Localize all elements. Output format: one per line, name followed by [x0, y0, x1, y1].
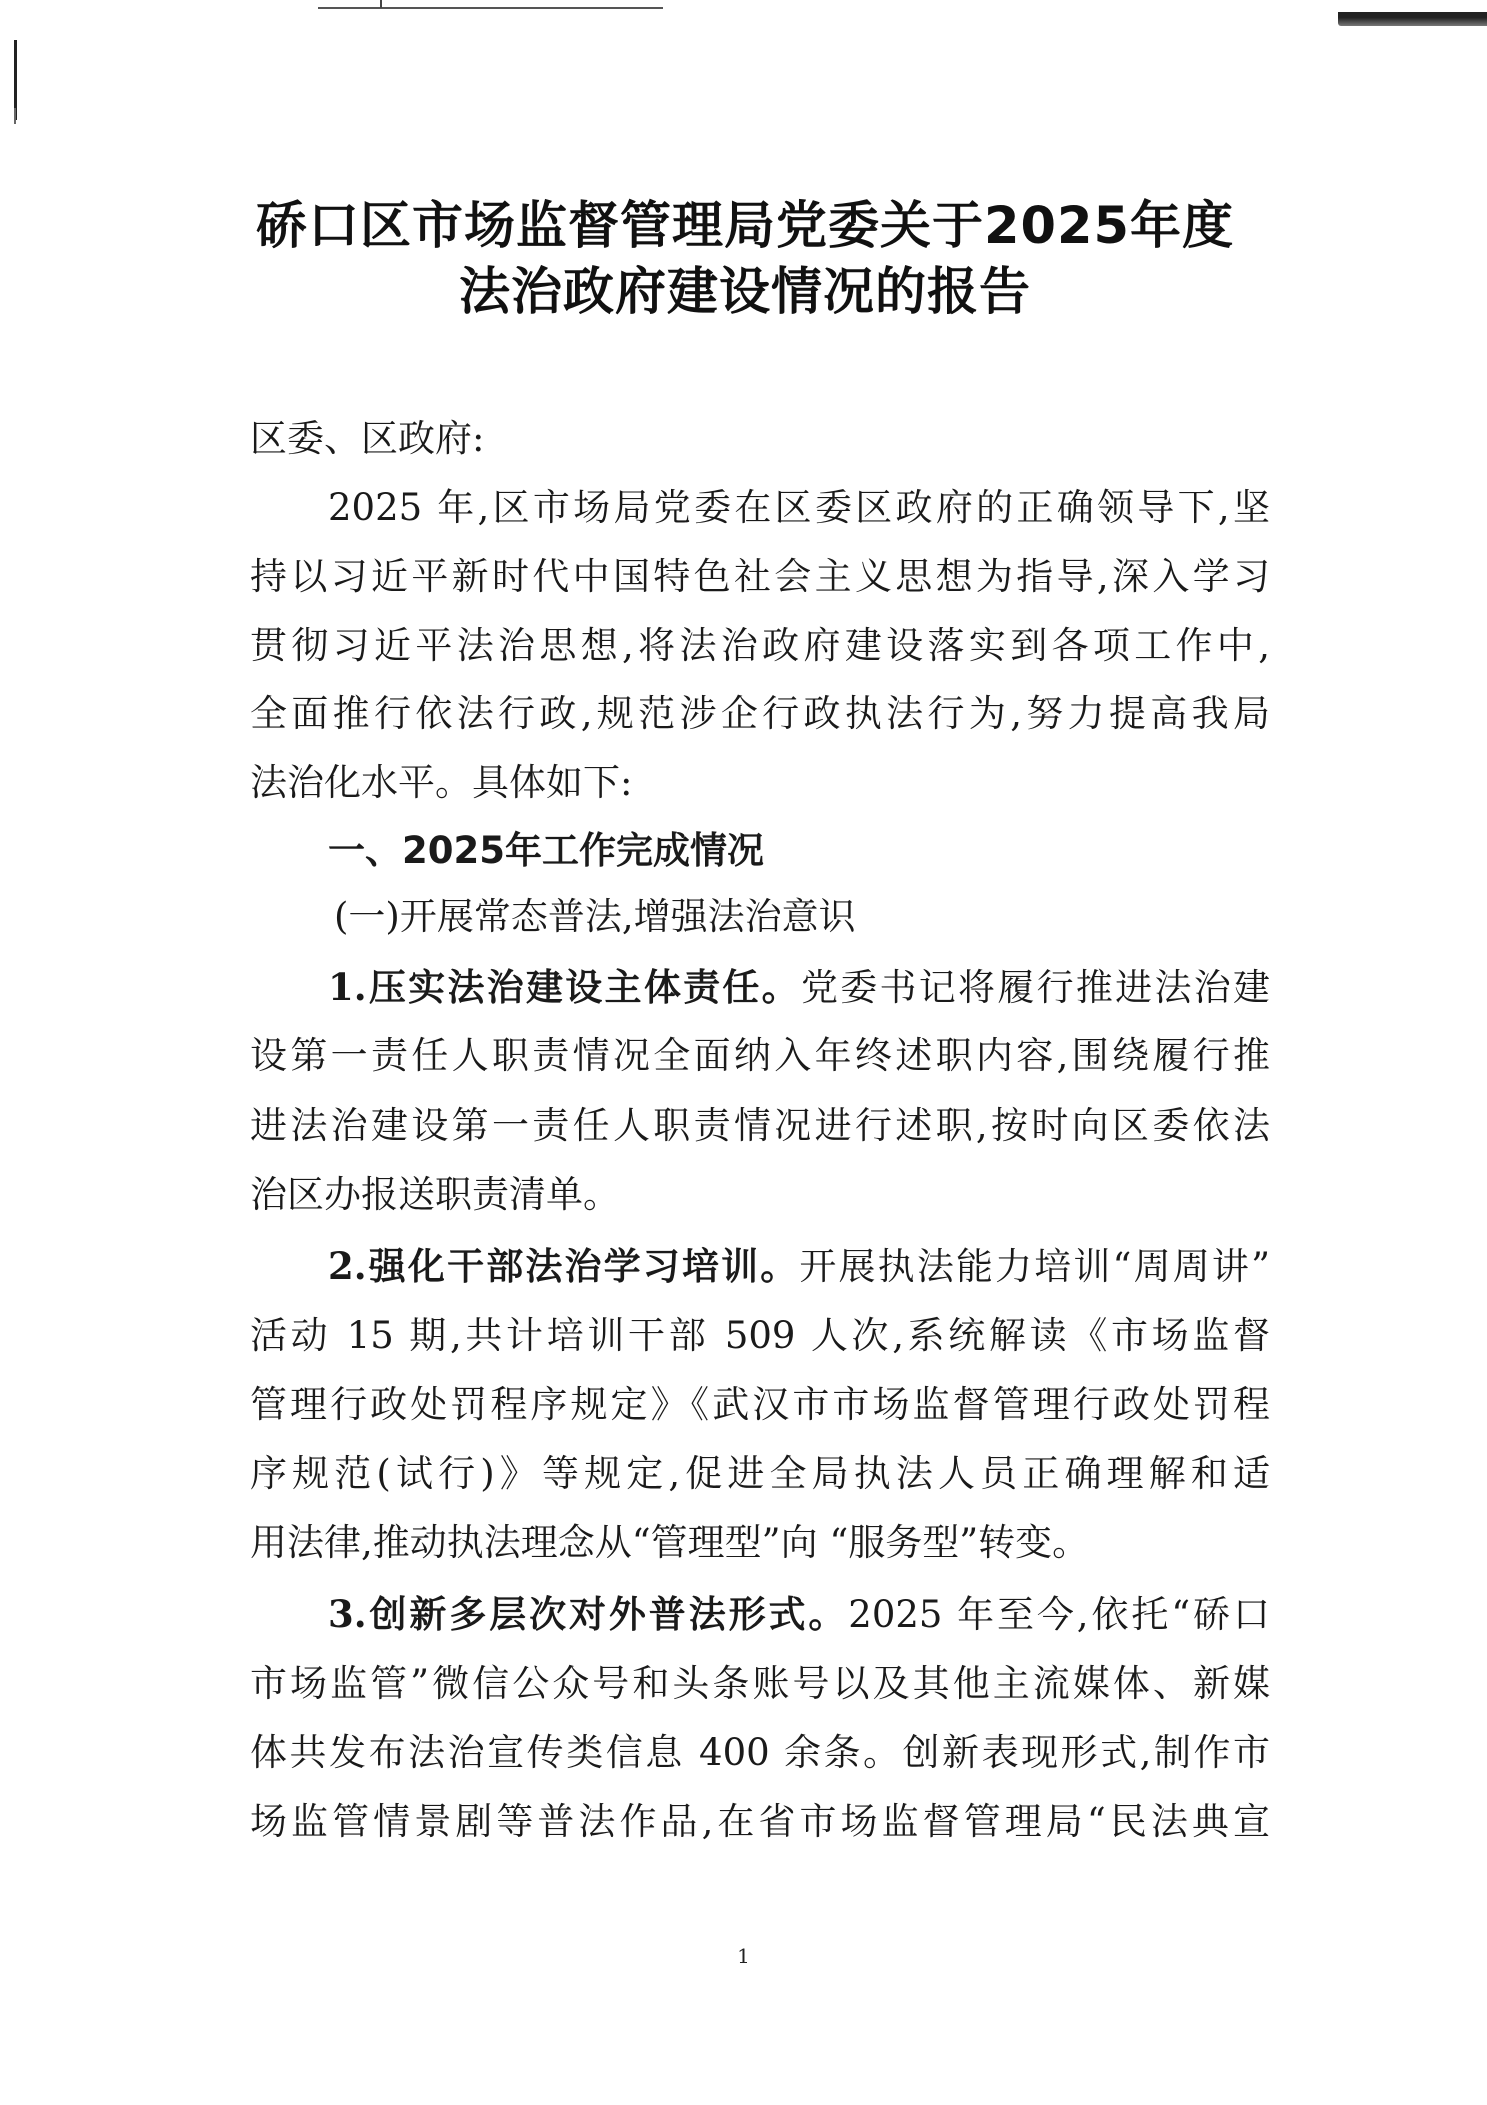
item-1-line-4: 治区办报送职责清单。: [250, 1173, 620, 1216]
item-3-lead: 3.创新多层次对外普法形式。: [328, 1592, 849, 1636]
scan-artifact-right: [1338, 12, 1487, 26]
item-2-line-3: 管理行政处罚程序规定》《武汉市市场监督管理行政处罚程: [250, 1383, 1270, 1426]
document-title-line-1: 硚口区市场监督管理局党委关于2025年度: [256, 197, 1234, 256]
item-3-line-4: 场监管情景剧等普法作品,在省市场监督管理局“民法典宣: [250, 1800, 1270, 1843]
section-heading-1: 一、2025年工作完成情况: [328, 829, 764, 872]
page-number: 1: [737, 1944, 750, 1968]
item-1-line-3: 进法治建设第一责任人职责情况进行述职,按时向区委依法: [250, 1104, 1270, 1147]
item-3-line-3: 体共发布法治宣传类信息 400 余条。创新表现形式,制作市: [250, 1731, 1270, 1774]
item-1-lead: 1.压实法治建设主体责任。: [328, 965, 801, 1009]
item-3-line-1-rest: 2025 年至今,依托“硚口: [848, 1593, 1270, 1636]
document-title-line-2: 法治政府建设情况的报告: [458, 263, 1031, 322]
item-2-line-4: 序规范(试行)》等规定,促进全局执法人员正确理解和适: [250, 1452, 1270, 1495]
item-3-line-1: [328, 1592, 1270, 1637]
intro-line-1: 2025 年,区市场局党委在区委区政府的正确领导下,坚: [328, 486, 1270, 529]
item-2-line-5: 用法律,推动执法理念从“管理型”向 “服务型”转变。: [250, 1521, 1090, 1564]
scan-artifact-top: [318, 0, 663, 9]
subsection-heading-1: (一)开展常态普法,增强法治意识: [334, 895, 856, 938]
item-2-line-2: 活动 15 期,共计培训干部 509 人次,系统解读《市场监督: [250, 1314, 1270, 1357]
item-1-line-1: [328, 965, 1270, 1010]
item-3-line-2: 市场监管”微信公众号和头条账号以及其他主流媒体、新媒: [250, 1662, 1270, 1705]
item-2-line-1-rest: 开展执法能力培训“周周讲”: [799, 1245, 1270, 1288]
scan-artifact-top-tick: [380, 0, 382, 8]
intro-line-3: 贯彻习近平法治思想,将法治政府建设落实到各项工作中,: [250, 624, 1270, 667]
intro-line-4: 全面推行依法行政,规范涉企行政执法行为,努力提高我局: [250, 692, 1270, 735]
item-2-lead: 2.强化干部法治学习培训。: [328, 1244, 800, 1288]
intro-line-5: 法治化水平。具体如下:: [250, 761, 633, 804]
intro-line-2: 持以习近平新时代中国特色社会主义思想为指导,深入学习: [250, 555, 1270, 598]
scan-artifact-left-tick: [14, 108, 16, 124]
salutation: 区委、区政府:: [250, 417, 485, 460]
item-2-line-1: [328, 1244, 1270, 1289]
item-1-line-1-rest: 党委书记将履行推进法治建: [800, 966, 1270, 1009]
item-1-line-2: 设第一责任人职责情况全面纳入年终述职内容,围绕履行推: [250, 1034, 1270, 1077]
